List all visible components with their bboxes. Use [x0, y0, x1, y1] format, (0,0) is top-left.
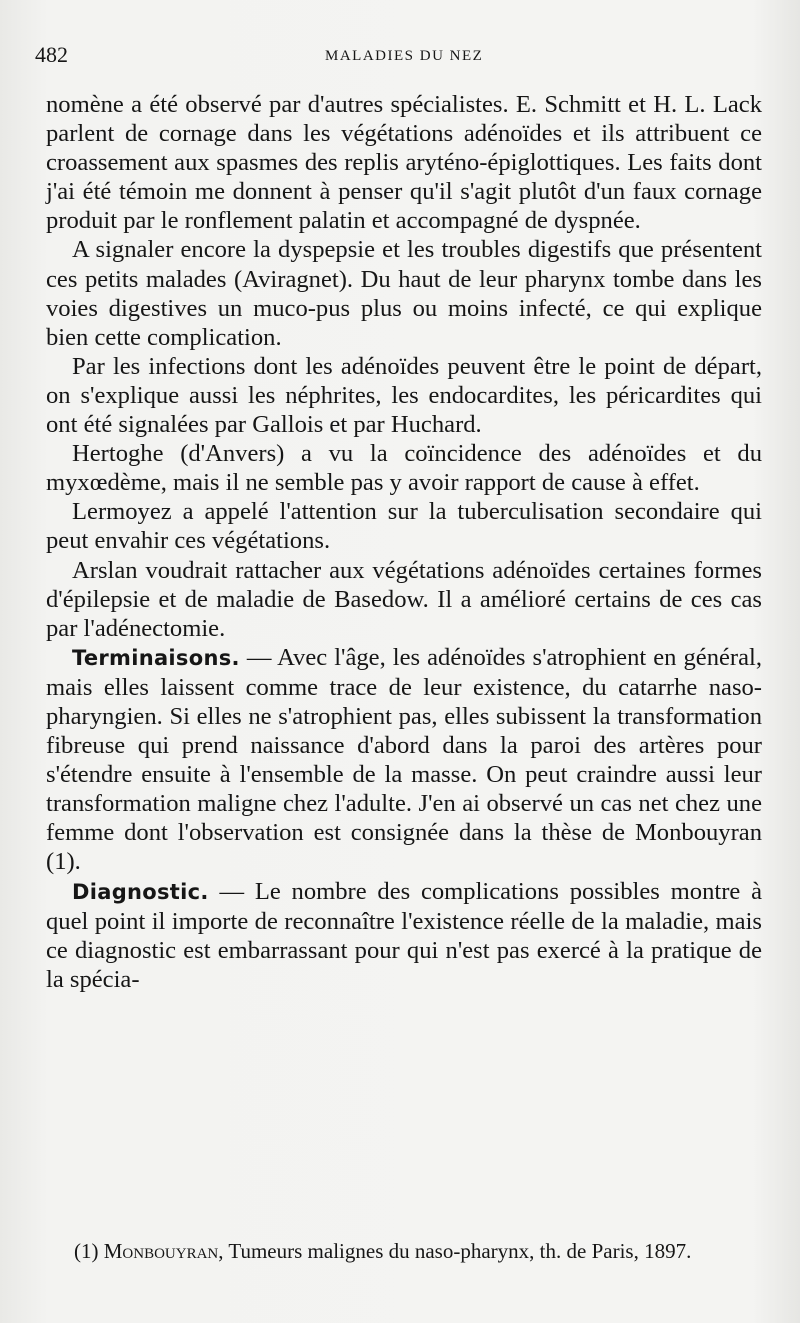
body-text — [46, 90, 762, 994]
paragraph-text: — Avec l'âge, les adénoïdes s'atrophient en général, mais elles laissent comme trace de leur existence, du catarrhe naso-pharyngien. Si elles ne s'atrophient pas, elles subissent la transformation fibreuse qui prend naissance d'abord dans la paroi des artères pour s'étendre ensuite à l'ensemble de la masse. On peut craindre aussi leur transformation maligne chez l'adulte. J'en ai observé un cas net chez une femme dont l'observation est consignée dans la thèse de Monbouyran (1). — [46, 643, 762, 876]
footnote-marker: (1) — [74, 1239, 104, 1263]
paragraph-diagnostic — [46, 877, 762, 994]
footnote-author: Monbouyran — [103, 1239, 219, 1263]
paragraph-text: — Le nombre des complications possibles montre à quel point il importe de reconnaître l'existence réelle de la maladie, mais ce diagnostic est embarrassant pour qui n'est pas exercé à la pratique de la spécia- — [46, 877, 762, 993]
paragraph-epilepsie — [46, 556, 762, 643]
paragraph-text: Arslan voudrait rattacher aux végétations adénoïdes certaines formes d'épilepsie et de maladie de Basedow. Il a amélioré certains de ces cas par l'adénectomie. — [46, 556, 762, 642]
paragraph-dyspepsie — [46, 235, 762, 351]
paragraph-terminaisons — [46, 643, 762, 877]
section-heading-terminaisons: Terminaisons. — [72, 645, 240, 670]
paragraph-text: Hertoghe (d'Anvers) a vu la coïncidence des adénoïdes et du myxœdème, mais il ne semble pas y avoir rapport de cause à effet. — [46, 440, 762, 497]
footnote — [46, 1238, 762, 1265]
section-heading-diagnostic: Diagnostic. — [72, 879, 209, 904]
paragraph-text: A signaler encore la dyspepsie et les troubles digestifs que présentent ces petits malades (Aviragnet). Du haut de leur pharynx tombe dans les voies digestives un muco-pus plus ou moins infecté, ce qui explique bien cette complication. — [46, 236, 762, 351]
paragraph-cornage — [46, 90, 762, 235]
paragraph-infections — [46, 352, 762, 439]
paragraph-text: Par les infections dont les adénoïdes peuvent être le point de départ, on s'explique aussi les néphrites, les endocardites, les péricardites qui ont été signalées par Gallois et par Huchard. — [46, 352, 762, 439]
paragraph-myxoedeme — [46, 439, 762, 497]
paragraph-text: nomène a été observé par d'autres spécialistes. E. Schmitt et H. L. Lack parlent de cornage dans les végétations adénoïdes et ils attribuent ce croassement aux spasmes des replis aryténo-épiglottiques. Les faits dont j'ai été témoin me donnent à penser qu'il s'agit plutôt d'un faux cornage produit par le ronflement palatin et accompagné de dyspnée. — [46, 91, 762, 235]
page-number: 482 — [35, 42, 68, 67]
running-title: MALADIES DU NEZ — [325, 48, 484, 64]
paragraph-text: Lermoyez a appelé l'attention sur la tuberculisation secondaire qui peut envahir ces végétations. — [46, 498, 762, 555]
footnote-text: , Tumeurs malignes du naso-pharynx, th. de Paris, 1897. — [218, 1239, 692, 1263]
paragraph-tuberculisation — [46, 497, 762, 555]
page-header — [35, 42, 765, 74]
